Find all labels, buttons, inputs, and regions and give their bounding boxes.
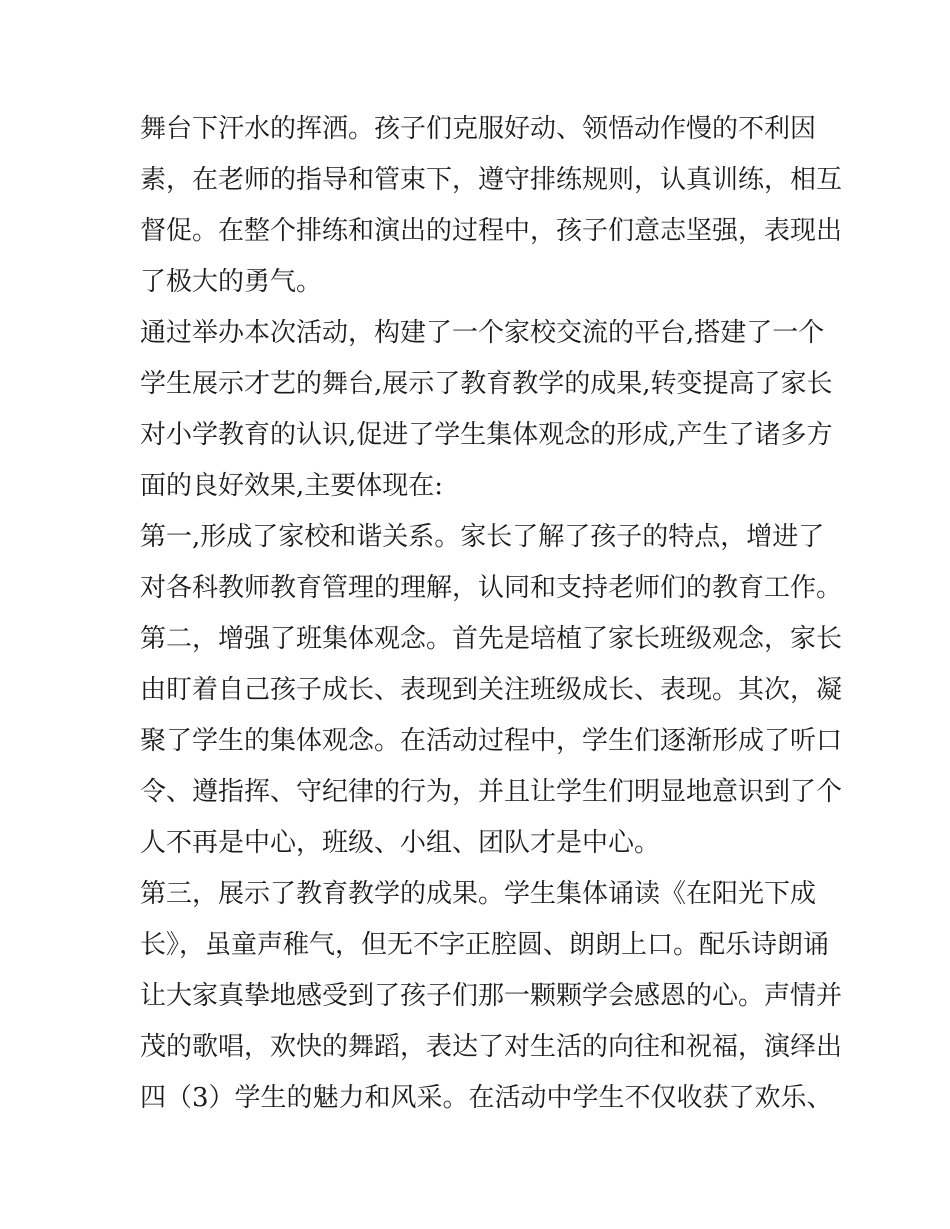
text-line: 对小学教育的认识,促进了学生集体观念的形成,产生了诸多方 <box>140 420 833 450</box>
text-line: 由盯着自己孩子成长、表现到关注班级成长、表现。其次，凝 <box>140 675 843 705</box>
text-line: 第三，展示了教育教学的成果。学生集体诵读《在阳光下成 <box>140 879 817 909</box>
text-line: 舞台下汗水的挥洒。孩子们克服好动、领悟动作慢的不利因 <box>140 114 817 144</box>
text-line: 聚了学生的集体观念。在活动过程中，学生们逐渐形成了听口 <box>140 726 843 756</box>
text-line: 素，在老师的指导和管束下，遵守排练规则，认真训练，相互 <box>140 165 843 195</box>
text-line: 四（3）学生的魅力和风采。在活动中学生不仅收获了欢乐、 <box>140 1083 833 1113</box>
text-line: 督促。在整个排练和演出的过程中，孩子们意志坚强，表现出 <box>140 216 843 246</box>
text-line: 通过举办本次活动，构建了一个家校交流的平台,搭建了一个 <box>140 318 825 348</box>
text-line: 面的良好效果,主要体现在: <box>140 471 444 501</box>
text-line: 学生展示才艺的舞台,展示了教育教学的成果,转变提高了家长 <box>140 369 833 399</box>
text-line: 第二，增强了班集体观念。首先是培植了家长班级观念，家长 <box>140 624 843 654</box>
text-line: 令、遵指挥、守纪律的行为，并且让学生们明显地意识到了个 <box>140 777 843 807</box>
text-line: 茂的歌唱，欢快的舞蹈，表达了对生活的向往和祝福，演绎出 <box>140 1032 843 1062</box>
text-line: 让大家真挚地感受到了孩子们那一颗颗学会感恩的心。声情并 <box>140 981 843 1011</box>
body-text <box>140 104 843 1124</box>
text-line: 人不再是中心，班级、小组、团队才是中心。 <box>140 828 661 858</box>
text-line: 长》，虽童声稚气，但无不字正腔圆、朗朗上口。配乐诗朗诵 <box>140 930 830 960</box>
text-line: 了极大的勇气。 <box>140 267 323 297</box>
text-line: 对各科教师教育管理的理解，认同和支持老师们的教育工作。 <box>140 573 843 603</box>
text-line: 第一,形成了家校和谐关系。家长了解了孩子的特点，增进了 <box>140 522 825 552</box>
